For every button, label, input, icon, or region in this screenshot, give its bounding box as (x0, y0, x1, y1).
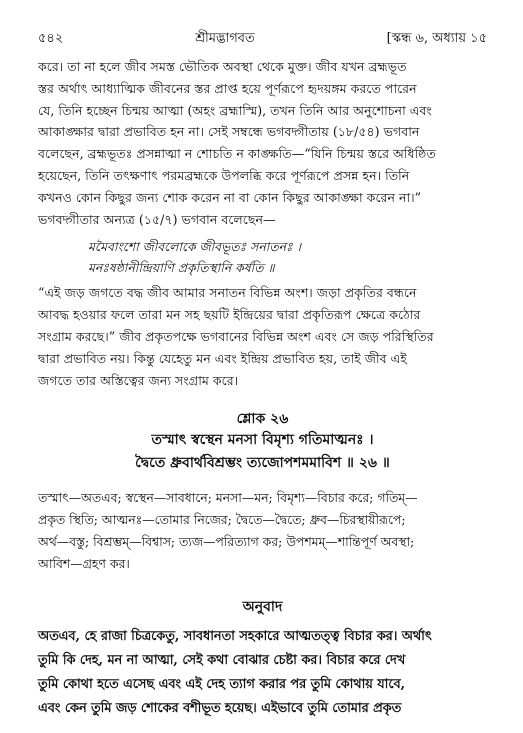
sloka-line-2: দ্বৈতে ধ্রুবার্থবিশ্রম্ভং ত্যজোপশমমাবিশ ॥ ২৬ ॥ (135, 455, 390, 472)
purport-paragraph-2 (38, 282, 487, 391)
quoted-verse (88, 236, 487, 278)
translation-line: তুমি কি দেহ, মন না আত্মা, সেই কথা বোঝার চেষ্টা কর। বিচার করে দেখ (38, 653, 406, 669)
translation (38, 625, 487, 721)
verse-line: মনঃষষ্ঠানীন্দ্রিয়াণি প্রকৃতিস্থানি কর্ষতি ॥ (88, 260, 275, 276)
synonyms (38, 487, 487, 575)
sloka-line-1: তস্মাৎ স্বস্থেন মনসা বিমৃশ্য গতিমাত্মনঃ । (151, 432, 374, 449)
text-line: করে। তা না হলে জীব সমস্ত ভৌতিক অবস্থা থেকে মুক্ত। জীব যখন ব্রহ্মভূত (38, 59, 407, 74)
text-line: হয়েছেন, তিনি তৎক্ষণাৎ পরমব্রহ্মকে উপলব্ধি করে পূর্ণরূপে প্রসন্ন হন। তিনি (38, 167, 410, 183)
purport-paragraph-1 (38, 56, 487, 230)
chapter-reference: [স্কন্ধ ৬, অধ্যায় ১৫ (386, 31, 487, 46)
translation-line: অতএব, হে রাজা চিত্রকেতু, সাবধানতা সহকারে আত্মতত্ত্ব বিচার কর। অর্থাৎ (38, 629, 432, 645)
text-line: “এই জড় জগতে বদ্ধ জীব আমার সনাতন বিভিন্ন অংশ। জড়া প্রকৃতির বন্ধনে (38, 285, 417, 301)
synonyms-line: আবিশ—গ্রহণ কর। (38, 556, 130, 572)
synonyms-line: তস্মাৎ—অতএব; স্বস্থেন—সাবধানে; মনসা—মন; বিমৃশ্য—বিচার করে; গতিম্— (38, 490, 418, 506)
page-number: ৫৪২ (38, 31, 64, 46)
translation-line: তুমি কোথা হতে এসেছ এবং এই দেহ ত্যাগ করার পর তুমি কোথায় যাবে, (38, 677, 406, 693)
synonyms-line: প্রকৃত স্থিতি; আত্মনঃ—তোমার নিজের; দ্বৈতে—দ্বৈতে; ধ্রুব—চিরস্থায়ীরূপে; (38, 512, 406, 528)
text-line: যে, তিনি হচ্ছেন চিন্ময় আত্মা (অহং ব্রহ্মাস্মি), তখন তিনি আর অনুশোচনা এবং (38, 102, 432, 118)
text-line: ভগবদ্গীতার অন্যত্র (১৫/৭) ভগবান বলেছেন— (38, 211, 276, 227)
text-line: বলেছেন, ব্রহ্মভূতঃ প্রসন্নাত্মা ন শোচতি ন কাঙ্ক্ষতি—“যিনি চিন্ময় স্তরে অধিষ্ঠিত (38, 146, 436, 162)
verse-line: মমৈবাংশো জীবলোকে জীবভূতঃ সনাতনঃ । (88, 239, 301, 255)
synonyms-line: অর্থ—বস্তু; বিশ্রম্ভম্—বিশ্বাস; ত্যজ—পরিত্যাগ কর; উপশমম্—শান্তিপূর্ণ অবস্থা; (38, 534, 415, 550)
text-line: সংগ্রাম করছে।” জীব প্রকৃতপক্ষে ভগবানের বিভিন্ন অংশ এবং সে জড় পরিস্থিতির (38, 328, 434, 344)
text-line: জগতে তার অস্তিত্বের জন্য সংগ্রাম করে। (38, 372, 239, 388)
text-line: আবদ্ধ হওয়ার ফলে তারা মন সহ ছয়টি ইন্দ্রিয়ের দ্বারা প্রকৃতিরূপ ক্ষেত্রে কঠোর (38, 307, 421, 323)
page-header (38, 30, 487, 48)
text-line: আকাঙ্ক্ষার দ্বারা প্রভাবিত হন না। সেই সম্বন্ধে ভগবদ্গীতায় (১৮/৫৪) ভগবান (38, 124, 420, 140)
translation-heading: অনুবাদ (242, 599, 283, 616)
translation-line: এবং কেন তুমি জড় শোকের বশীভূত হয়েছ। এইভাবে তুমি তোমার প্রকৃত (38, 701, 402, 717)
text-line: স্তর অর্থাৎ আধ্যাত্মিক জীবনের স্তর প্রাপ্ত হয়ে পূর্ণরূপে হৃদয়ঙ্গম করতে পারেন (38, 80, 417, 96)
text-line: কখনও কোন কিছুর জন্য শোক করেন না বা কোন কিছুর আকাঙ্ক্ষা করেন না।” (38, 189, 422, 205)
text-line: দ্বারা প্রভাবিত নয়। কিন্তু যেহেতু মন এবং ইন্দ্রিয় প্রভাবিত হয়, তাই জীব এই (38, 350, 407, 366)
sloka-heading: শ্লোক ২৬ (236, 411, 289, 428)
book-title: শ্রীমদ্ভাগবত (195, 31, 255, 46)
